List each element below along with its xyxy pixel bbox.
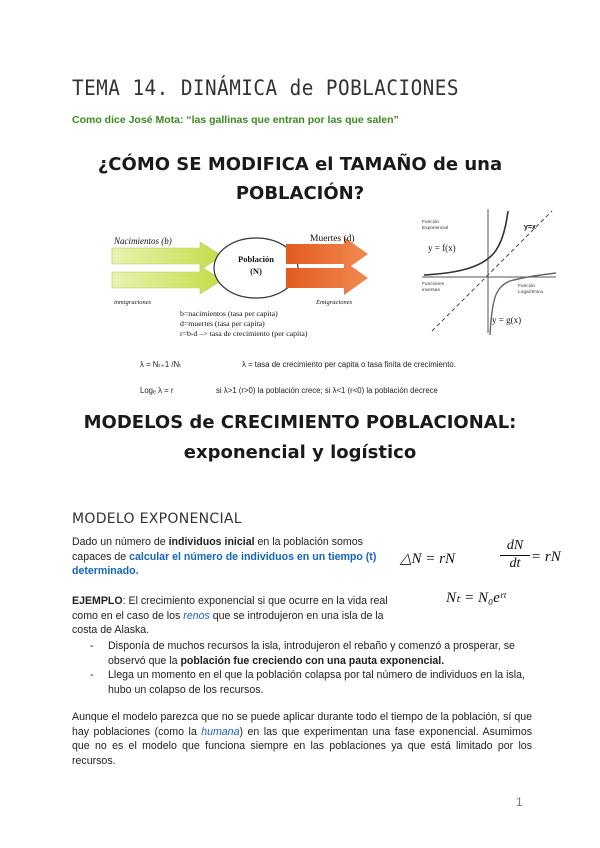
- deaths-label: Muertes (d): [310, 234, 355, 244]
- identity-label: y=x: [524, 224, 536, 231]
- text: : El crecimiento exponencial si que ocurre en la vida real como en el caso de los: [72, 595, 388, 622]
- example-bullet-list: [72, 639, 532, 697]
- definition-d: d=muertes (tasa per capita): [180, 319, 265, 328]
- lambda-formula: λ = Nₜ₊1 /Nₜ: [140, 360, 182, 369]
- formula-delta-n: △N = rN: [400, 551, 456, 567]
- exp-function-label: Función: [422, 220, 440, 225]
- text: Llega un momento en el que la población colapsa por tal número de individuos en la isla, hubo un colapso de los recursos.: [108, 669, 525, 696]
- text: Dado un número de: [72, 536, 169, 548]
- inverse-label: Funciones: [422, 282, 445, 287]
- intro-paragraph: [72, 535, 394, 579]
- page-number: 1: [516, 795, 523, 809]
- text: que se introdujeron en una isla de la costa de Alaska.: [72, 609, 384, 637]
- example-paragraph: [72, 594, 400, 638]
- population-n-label: (N): [250, 266, 262, 276]
- logarithmic-curve: [490, 273, 556, 335]
- section-heading-models: [0, 408, 600, 468]
- section-heading-size: [0, 150, 600, 208]
- text: en la población somos capaces de: [72, 536, 363, 563]
- heading-line: MODELOS de CRECIMIENTO POBLACIONAL:: [83, 412, 517, 433]
- derivative-rhs: = rN: [531, 549, 561, 565]
- text: Disponía de muchos recursos la isla, introdujeron el rebaño y comenzó a prosperar, se observó que la: [108, 640, 515, 667]
- emigration-label: Emigraciones: [316, 299, 353, 306]
- births-label: Nacimientos (b): [114, 236, 172, 246]
- heading-line: POBLACIÓN?: [235, 183, 365, 204]
- subheading-exponential-model: MODELO EXPONENCIAL: [72, 511, 242, 527]
- immigration-label: inmigraciones: [114, 299, 152, 306]
- population-label: Población: [238, 254, 274, 264]
- log-lambda-description: si λ>1 (r>0) la población crece; si λ<1 (r<0) la población decrece: [216, 386, 438, 395]
- log-function-label: Logarítmica: [518, 290, 544, 295]
- birth-arrow: [112, 242, 222, 270]
- exp-function-label: Exponencial: [422, 226, 449, 231]
- text: Aunque el modelo parezca que no se puede aplicar durante todo el tiempo de la población, sí que hay poblaciones (como la: [72, 711, 532, 738]
- list-item: [108, 639, 532, 668]
- gx-label: y = g(x): [492, 315, 522, 325]
- log-function-label: Función: [518, 284, 536, 289]
- page-title: TEMA 14. DINÁMICA de POBLACIONES: [72, 76, 459, 100]
- example-label: EJEMPLO: [72, 595, 123, 607]
- population-flow-diagram: [110, 232, 380, 340]
- emphasis-text: población fue creciendo con una pauta exponencial.: [180, 654, 445, 667]
- formula-derivative: [500, 538, 530, 572]
- immigration-arrow: [112, 266, 222, 294]
- inverse-label: inversas: [422, 288, 440, 293]
- heading-line: exponencial y logístico: [183, 442, 417, 463]
- lambda-description: λ = tasa de crecimiento per capita o tasa finita de crecimiento.: [242, 360, 456, 369]
- reindeer-text: renos: [183, 609, 210, 622]
- log-lambda-formula: Logₑ λ = r: [140, 386, 174, 395]
- definition-b: b=nacimientos (tasa per capita): [180, 309, 278, 318]
- conclusion-paragraph: [72, 710, 532, 768]
- fx-label: y = f(x): [428, 243, 456, 253]
- list-item: [108, 668, 532, 697]
- derivative-numerator: dN: [500, 538, 530, 556]
- definition-r: r=b-d –> tasa de crecimiento (per capita): [180, 329, 308, 338]
- exp-log-function-graph: [420, 207, 558, 335]
- emphasis-text: individuos inicial: [168, 536, 255, 548]
- human-text: humana: [201, 725, 240, 738]
- text: ) en las que experimentan una fase exponencial. Asumimos que no es el modelo que funciona siempre en las poblaciones ya que está limitado por los recursos.: [72, 725, 533, 767]
- lambda-definition: [140, 360, 181, 369]
- derivative-denominator: dt: [509, 556, 521, 571]
- formula-exponential-solution: Nₜ = N₀eʳᵗ: [446, 590, 506, 606]
- subtitle-quote: Como dice José Mota: “las gallinas que entran por las que salen”: [72, 114, 399, 126]
- highlight-text: calcular el número de individuos en un tiempo (t) determinado.: [72, 550, 377, 578]
- heading-line: ¿CÓMO SE MODIFICA el TAMAÑO de una: [97, 154, 503, 175]
